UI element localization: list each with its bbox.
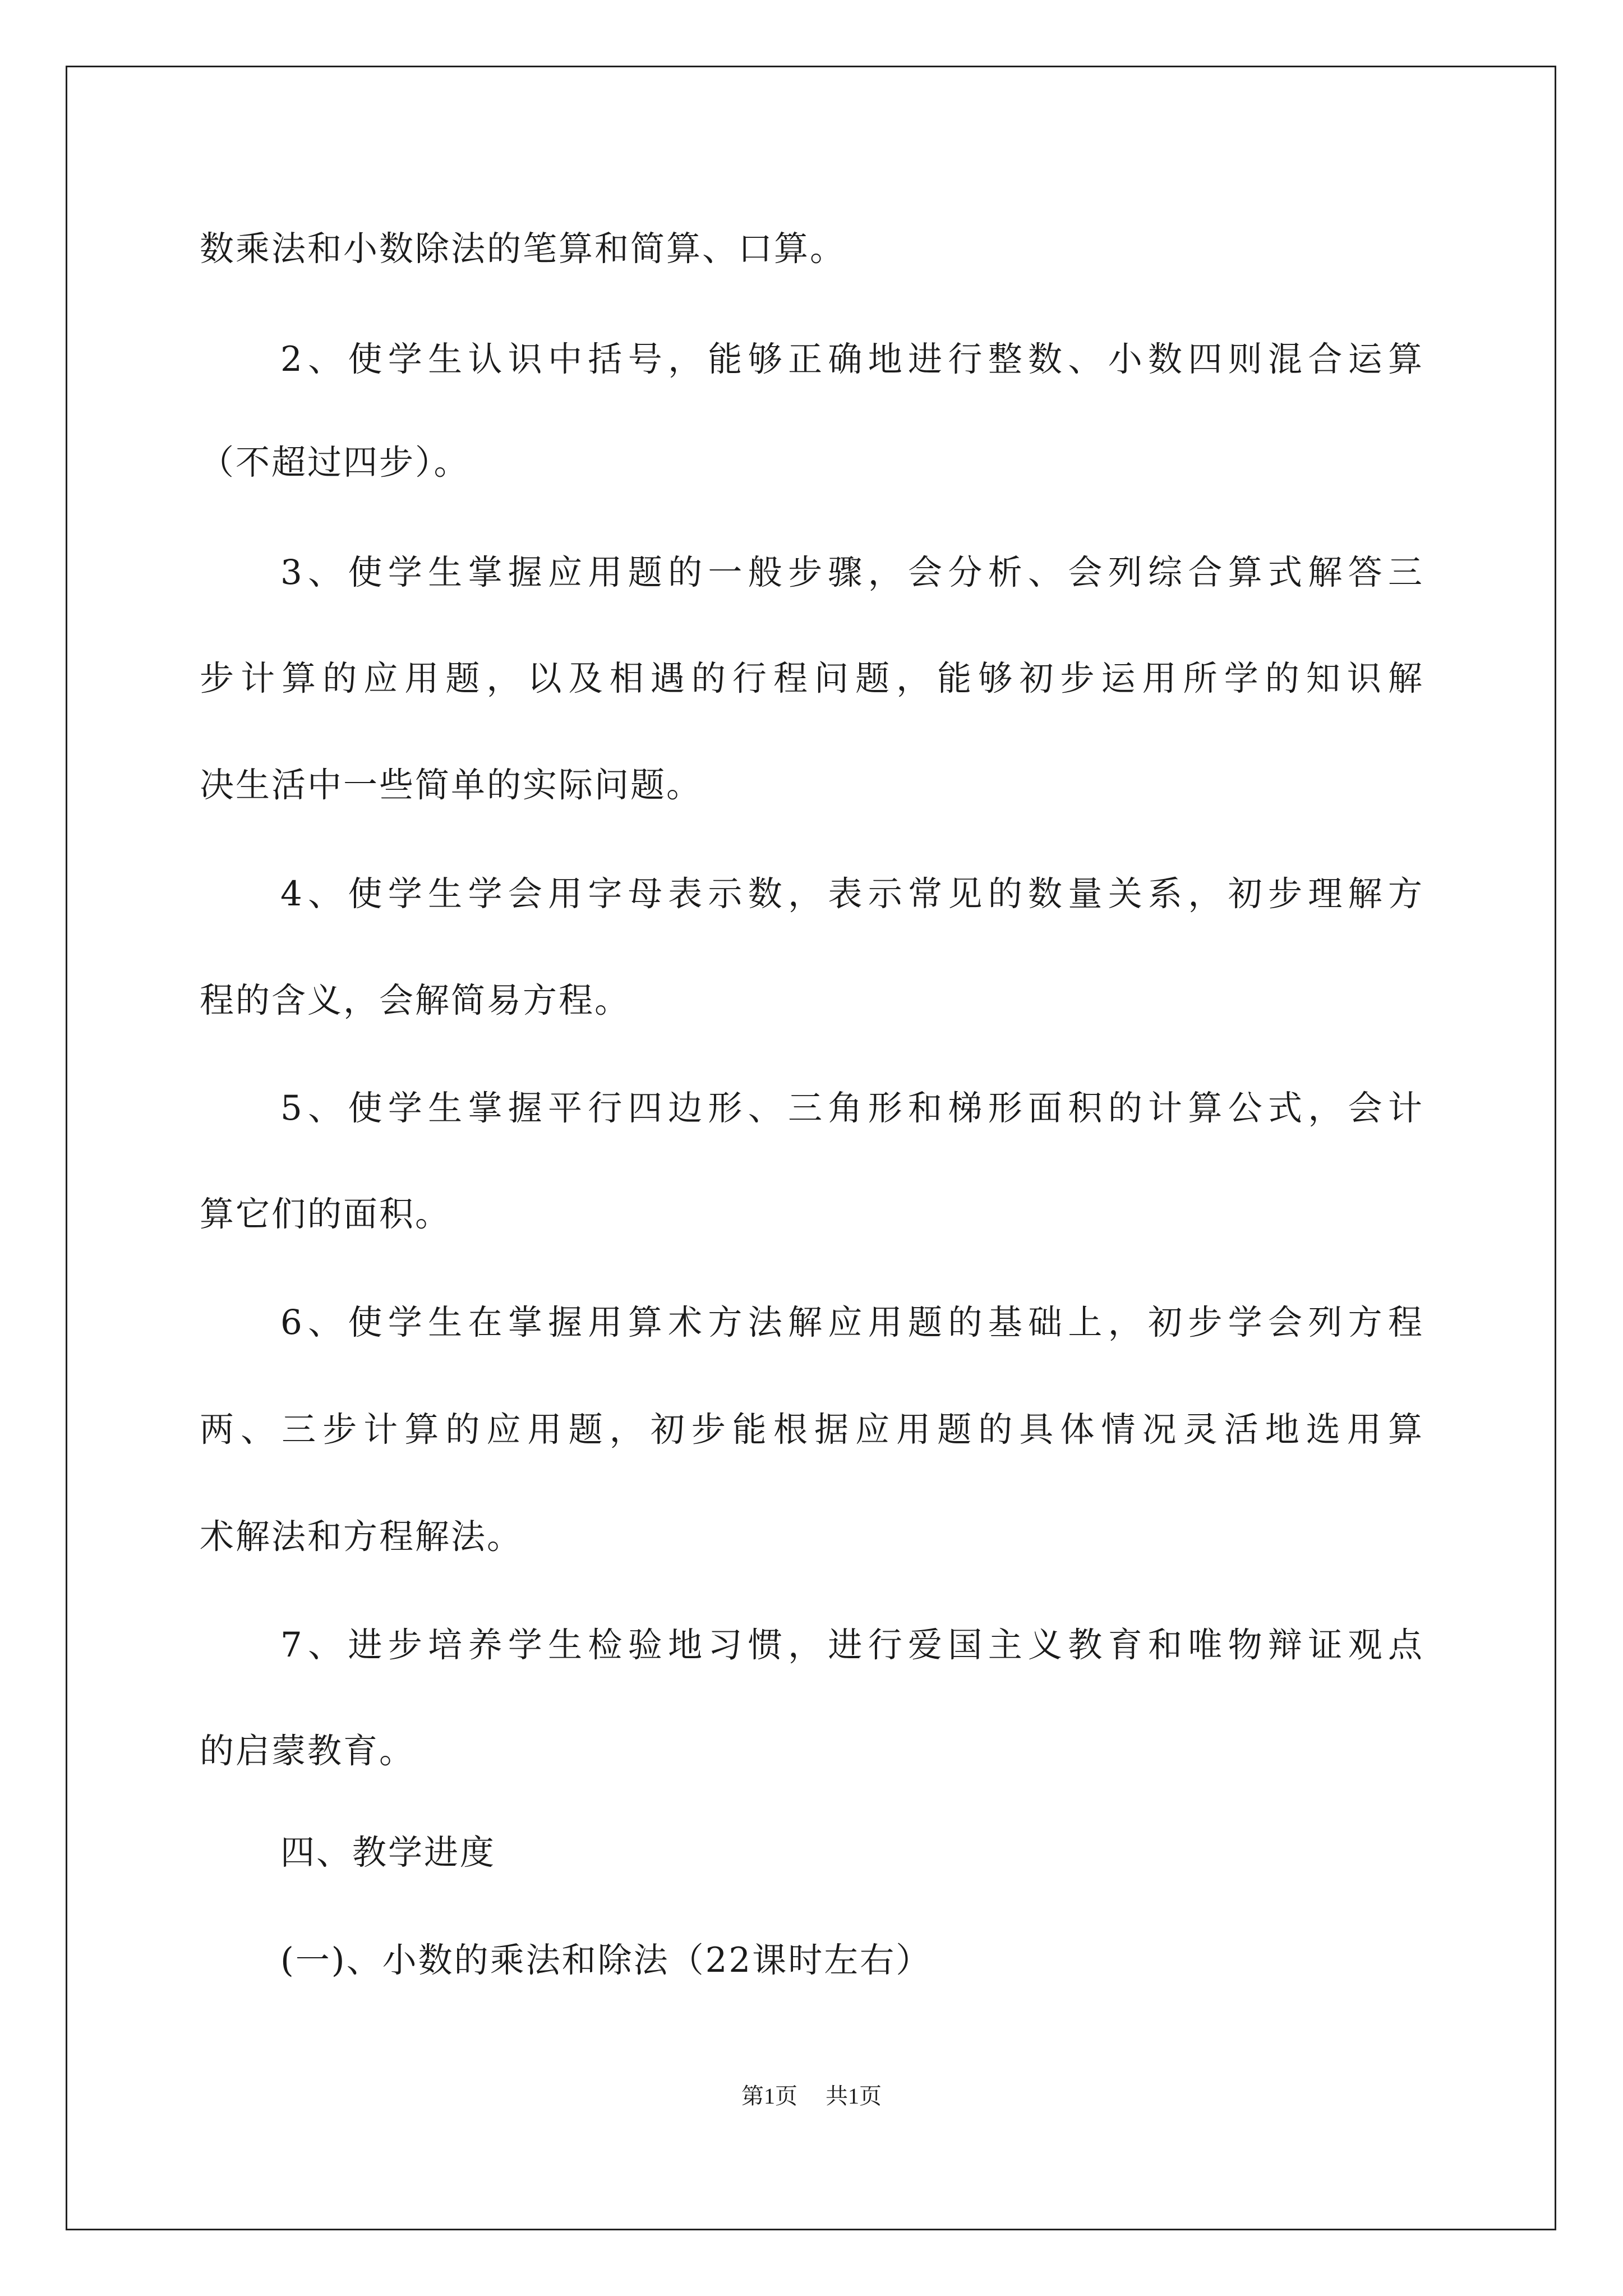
subsection-heading: (一)、小数的乘法和除法（22课时左右） — [280, 1940, 932, 1980]
text-line: 5、使学生掌握平行四边形、三角形和梯形面积的计算公式，会计 — [280, 1088, 1422, 1128]
text-line: 数乘法和小数除法的笔算和简算、口算。 — [200, 229, 846, 269]
text-line: 4、使学生学会用字母表示数，表示常见的数量关系，初步理解方 — [280, 874, 1422, 914]
text-line: 步计算的应用题，以及相遇的行程问题，能够初步运用所学的知识解 — [200, 659, 1422, 698]
text-line: （不超过四步）。 — [200, 443, 470, 482]
text-line: 程的含义，会解简易方程。 — [200, 981, 631, 1020]
text-line: 术解法和方程解法。 — [200, 1517, 523, 1557]
text-line: 决生活中一些简单的实际问题。 — [200, 765, 703, 805]
text-line: 两、三步计算的应用题，初步能根据应用题的具体情况灵活地选用算 — [200, 1410, 1422, 1450]
page-number: 第1页 — [741, 2083, 797, 2109]
text-line: 7、进步培养学生检验地习惯，进行爱国主义教育和唯物辩证观点 — [280, 1625, 1422, 1665]
page-footer — [0, 2082, 1623, 2110]
page-border — [66, 66, 1556, 2230]
text-line: 3、使学生掌握应用题的一般步骤，会分析、会列综合算式解答三 — [280, 553, 1422, 592]
text-line: 算它们的面积。 — [200, 1194, 451, 1234]
section-heading: 四、教学进度 — [280, 1833, 496, 1872]
text-line: 的启蒙教育。 — [200, 1731, 416, 1771]
text-line: 6、使学生在掌握用算术方法解应用题的基础上，初步学会列方程 — [280, 1303, 1422, 1342]
text-line: 2、使学生认识中括号，能够正确地进行整数、小数四则混合运算 — [280, 339, 1422, 379]
page-total: 共1页 — [826, 2083, 882, 2109]
